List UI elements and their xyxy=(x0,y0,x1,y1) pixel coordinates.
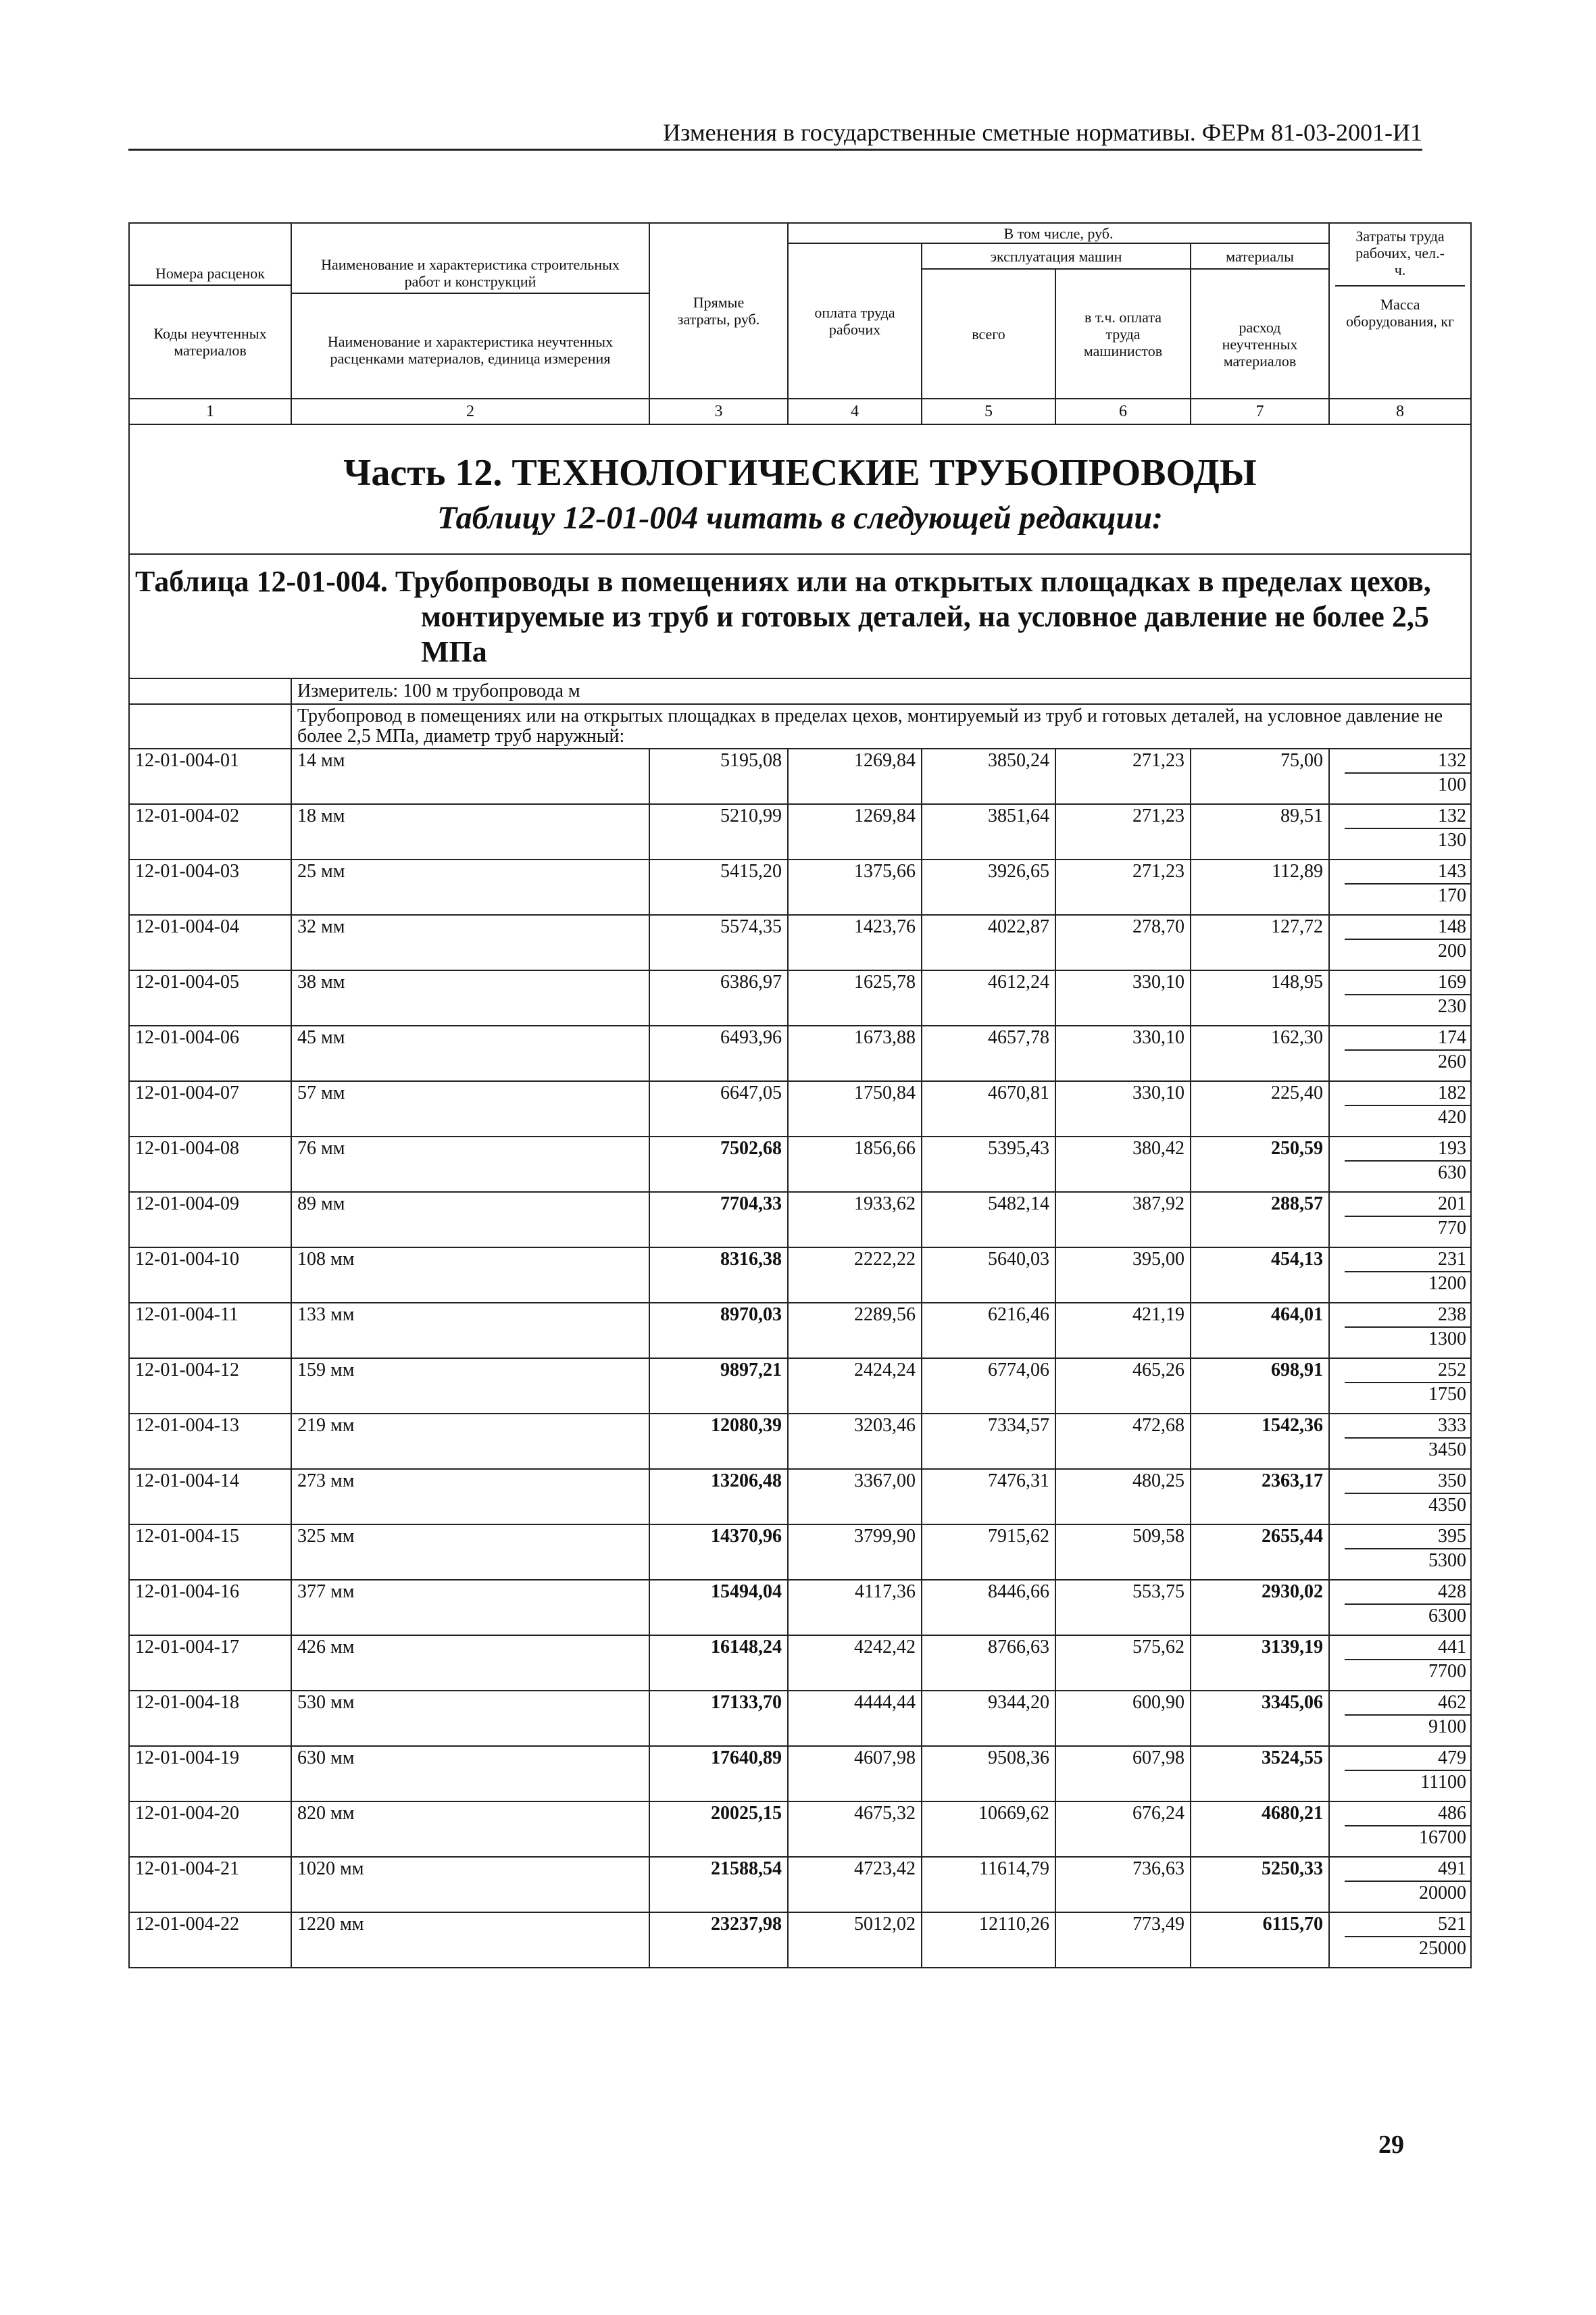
labor-and-mass xyxy=(1329,1026,1471,1081)
part-row xyxy=(129,424,1471,554)
equipment-mass: 170 xyxy=(1438,885,1467,906)
labor-and-mass xyxy=(1329,1746,1471,1801)
machinist-pay: 421,19 xyxy=(1055,1303,1191,1358)
pipe-diameter: 133 мм xyxy=(291,1303,649,1358)
labor-and-mass xyxy=(1329,1137,1471,1192)
machines-total: 7476,31 xyxy=(922,1469,1055,1524)
direct-costs: 8316,38 xyxy=(649,1247,788,1303)
machines-label: эксплуатация машин xyxy=(922,243,1191,269)
rate-code: 12-01-004-14 xyxy=(129,1469,291,1524)
machinist-pay: 330,10 xyxy=(1055,1026,1191,1081)
machinist-pay: 509,58 xyxy=(1055,1524,1191,1580)
table-row xyxy=(129,1524,1471,1580)
labor-hours: 350 xyxy=(1345,1470,1470,1494)
machinist-pay: 278,70 xyxy=(1055,915,1191,970)
machines-total: 3850,24 xyxy=(922,749,1055,804)
direct-costs: 16148,24 xyxy=(649,1635,788,1691)
machines-total: 9508,36 xyxy=(922,1746,1055,1801)
machinist-pay: 736,63 xyxy=(1055,1857,1191,1912)
part-subtitle: Таблицу 12-01-004 читать в следующей редакции: xyxy=(437,500,1164,536)
labor-and-mass xyxy=(1329,804,1471,860)
colnum-4: 4 xyxy=(788,399,922,424)
labor-hours: 238 xyxy=(1345,1303,1470,1328)
equipment-mass: 200 xyxy=(1438,941,1467,962)
rate-code: 12-01-004-11 xyxy=(129,1303,291,1358)
equipment-mass: 7700 xyxy=(1428,1661,1467,1682)
part-title: Часть 12. ТЕХНОЛОГИЧЕСКИЕ ТРУБОПРОВОДЫ xyxy=(343,452,1257,494)
colnum-6: 6 xyxy=(1055,399,1191,424)
col1-top-label: Номера расценок xyxy=(130,264,291,286)
labor-hours: 252 xyxy=(1345,1359,1470,1383)
materials-cost: 464,01 xyxy=(1191,1303,1329,1358)
materials-cost: 2930,02 xyxy=(1191,1580,1329,1635)
colnum-8: 8 xyxy=(1329,399,1471,424)
machines-total: 6216,46 xyxy=(922,1303,1055,1358)
column-numbers-row xyxy=(129,399,1471,424)
table-row xyxy=(129,1358,1471,1414)
labor-pay: 1269,84 xyxy=(788,749,922,804)
labor-and-mass xyxy=(1329,1635,1471,1691)
machinist-pay: 607,98 xyxy=(1055,1746,1191,1801)
pipe-diameter: 18 мм xyxy=(291,804,649,860)
labor-hours: 231 xyxy=(1345,1248,1470,1272)
materials-cost: 75,00 xyxy=(1191,749,1329,804)
machinist-pay: 271,23 xyxy=(1055,804,1191,860)
direct-costs: 17640,89 xyxy=(649,1746,788,1801)
rate-code: 12-01-004-12 xyxy=(129,1358,291,1414)
equipment-mass: 6300 xyxy=(1428,1605,1467,1626)
rate-code: 12-01-004-07 xyxy=(129,1081,291,1137)
machinist-pay: 271,23 xyxy=(1055,749,1191,804)
table-row xyxy=(129,1081,1471,1137)
labor-hours: 428 xyxy=(1345,1580,1470,1605)
colnum-5: 5 xyxy=(922,399,1055,424)
labor-and-mass xyxy=(1329,860,1471,915)
labor-hours: 174 xyxy=(1345,1026,1470,1051)
rate-code: 12-01-004-02 xyxy=(129,804,291,860)
equipment-mass: 1750 xyxy=(1428,1384,1467,1405)
equipment-mass: 3450 xyxy=(1428,1439,1467,1460)
machines-total: 4670,81 xyxy=(922,1081,1055,1137)
machinist-pay: 472,68 xyxy=(1055,1414,1191,1469)
rate-code: 12-01-004-13 xyxy=(129,1414,291,1469)
materials-cost: 2655,44 xyxy=(1191,1524,1329,1580)
pipe-diameter: 32 мм xyxy=(291,915,649,970)
materials-label: материалы xyxy=(1191,243,1329,269)
pipe-diameter: 76 мм xyxy=(291,1137,649,1192)
colnum-2: 2 xyxy=(291,399,649,424)
machinist-pay: 553,75 xyxy=(1055,1580,1191,1635)
pipe-diameter: 630 мм xyxy=(291,1746,649,1801)
table-row xyxy=(129,1912,1471,1968)
equipment-mass: 1200 xyxy=(1428,1273,1467,1294)
machinist-pay: 387,92 xyxy=(1055,1192,1191,1247)
table-row xyxy=(129,804,1471,860)
materials-cost: 6115,70 xyxy=(1191,1912,1329,1968)
equipment-mass: 130 xyxy=(1438,830,1467,851)
labor-pay: 4607,98 xyxy=(788,1746,922,1801)
labor-pay: 4723,42 xyxy=(788,1857,922,1912)
direct-costs: 6386,97 xyxy=(649,970,788,1026)
incl-label: В том числе, руб. xyxy=(788,223,1329,243)
rate-code: 12-01-004-21 xyxy=(129,1857,291,1912)
col2-top-label: Наименование и характеристика строительных работ и конструкций xyxy=(292,255,649,294)
rate-code: 12-01-004-08 xyxy=(129,1137,291,1192)
materials-cost: 3345,06 xyxy=(1191,1691,1329,1746)
rate-code: 12-01-004-15 xyxy=(129,1524,291,1580)
machines-total: 12110,26 xyxy=(922,1912,1055,1968)
equipment-mass: 4350 xyxy=(1428,1495,1467,1516)
direct-costs: 6493,96 xyxy=(649,1026,788,1081)
machines-total: 8446,66 xyxy=(922,1580,1055,1635)
direct-costs: 17133,70 xyxy=(649,1691,788,1746)
labor-pay: 4117,36 xyxy=(788,1580,922,1635)
labor-and-mass xyxy=(1329,1414,1471,1469)
machines-total: 9344,20 xyxy=(922,1691,1055,1746)
labor-hours: 486 xyxy=(1345,1802,1470,1826)
labor-hours: 182 xyxy=(1345,1082,1470,1106)
description-text: Трубопровод в помещениях или на открытых площадках в пределах цехов, монтируемый из труб и готовых деталей, на условное давление не более 2,5 МПа, диаметр труб наружный: xyxy=(291,704,1471,749)
rate-code: 12-01-004-19 xyxy=(129,1746,291,1801)
labor-hours: 148 xyxy=(1345,916,1470,940)
pipe-diameter: 820 мм xyxy=(291,1801,649,1857)
col1-bottom-label: Коды неучтенных материалов xyxy=(153,324,267,359)
labor-and-mass xyxy=(1329,1358,1471,1414)
equipment-mass: 770 xyxy=(1438,1218,1467,1239)
labor-and-mass xyxy=(1329,915,1471,970)
labor-and-mass xyxy=(1329,1303,1471,1358)
pipe-diameter: 325 мм xyxy=(291,1524,649,1580)
equipment-mass: 9100 xyxy=(1428,1716,1467,1737)
labor-and-mass xyxy=(1329,1247,1471,1303)
pipe-diameter: 1020 мм xyxy=(291,1857,649,1912)
table-row xyxy=(129,1192,1471,1247)
materials-cost: 162,30 xyxy=(1191,1026,1329,1081)
machines-total: 3926,65 xyxy=(922,860,1055,915)
labor-pay: 1750,84 xyxy=(788,1081,922,1137)
labor-pay: 3203,46 xyxy=(788,1414,922,1469)
col8-bottom-label: Масса оборудования, кг xyxy=(1346,296,1454,330)
labor-and-mass xyxy=(1329,1081,1471,1137)
equipment-mass: 630 xyxy=(1438,1162,1467,1183)
direct-costs: 13206,48 xyxy=(649,1469,788,1524)
direct-costs: 7704,33 xyxy=(649,1192,788,1247)
materials-cost: 112,89 xyxy=(1191,860,1329,915)
table-row xyxy=(129,1580,1471,1635)
labor-and-mass xyxy=(1329,1469,1471,1524)
labor-hours: 441 xyxy=(1345,1636,1470,1660)
direct-costs: 23237,98 xyxy=(649,1912,788,1968)
rate-code: 12-01-004-03 xyxy=(129,860,291,915)
col7-label: расход неучтенных материалов xyxy=(1191,269,1329,399)
table-row xyxy=(129,1691,1471,1746)
labor-hours: 132 xyxy=(1345,805,1470,829)
pipe-diameter: 45 мм xyxy=(291,1026,649,1081)
materials-cost: 127,72 xyxy=(1191,915,1329,970)
labor-hours: 201 xyxy=(1345,1193,1470,1217)
norms-table xyxy=(128,222,1472,1968)
machines-total: 4657,78 xyxy=(922,1026,1055,1081)
direct-costs: 5195,08 xyxy=(649,749,788,804)
labor-pay: 3799,90 xyxy=(788,1524,922,1580)
materials-cost: 454,13 xyxy=(1191,1247,1329,1303)
direct-costs: 5210,99 xyxy=(649,804,788,860)
col4-label: оплата труда рабочих xyxy=(788,243,922,399)
pipe-diameter: 14 мм xyxy=(291,749,649,804)
labor-hours: 521 xyxy=(1345,1913,1470,1937)
header-row-1 xyxy=(129,223,1471,243)
labor-and-mass xyxy=(1329,1912,1471,1968)
direct-costs: 12080,39 xyxy=(649,1414,788,1469)
machines-total: 5395,43 xyxy=(922,1137,1055,1192)
measure-text: Измеритель: 100 м трубопровода м xyxy=(291,678,1471,704)
labor-hours: 395 xyxy=(1345,1525,1470,1549)
labor-and-mass xyxy=(1329,1801,1471,1857)
machinist-pay: 773,49 xyxy=(1055,1912,1191,1968)
labor-hours: 143 xyxy=(1345,860,1470,885)
rate-code: 12-01-004-01 xyxy=(129,749,291,804)
labor-and-mass xyxy=(1329,970,1471,1026)
table-row xyxy=(129,1414,1471,1469)
labor-hours: 333 xyxy=(1345,1414,1470,1439)
labor-hours: 479 xyxy=(1345,1747,1470,1771)
direct-costs: 8970,03 xyxy=(649,1303,788,1358)
machines-total: 4612,24 xyxy=(922,970,1055,1026)
labor-pay: 4242,42 xyxy=(788,1635,922,1691)
materials-cost: 148,95 xyxy=(1191,970,1329,1026)
table-title: Таблица 12-01-004. Трубопроводы в помещениях или на открытых площадках в пределах цехов, монтируемые из труб и готовых деталей, на условное давление не более 2,5 МПа xyxy=(129,554,1471,678)
machinist-pay: 575,62 xyxy=(1055,1635,1191,1691)
machines-total: 7334,57 xyxy=(922,1414,1055,1469)
measure-row xyxy=(129,678,1471,704)
direct-costs: 5415,20 xyxy=(649,860,788,915)
labor-hours: 462 xyxy=(1345,1691,1470,1716)
labor-and-mass xyxy=(1329,1857,1471,1912)
rate-code: 12-01-004-05 xyxy=(129,970,291,1026)
labor-pay: 1933,62 xyxy=(788,1192,922,1247)
pipe-diameter: 108 мм xyxy=(291,1247,649,1303)
materials-cost: 250,59 xyxy=(1191,1137,1329,1192)
labor-pay: 3367,00 xyxy=(788,1469,922,1524)
direct-costs: 15494,04 xyxy=(649,1580,788,1635)
machines-total: 3851,64 xyxy=(922,804,1055,860)
labor-pay: 1423,76 xyxy=(788,915,922,970)
pipe-diameter: 25 мм xyxy=(291,860,649,915)
table-row xyxy=(129,1801,1471,1857)
labor-hours: 169 xyxy=(1345,971,1470,995)
direct-costs: 14370,96 xyxy=(649,1524,788,1580)
pipe-diameter: 273 мм xyxy=(291,1469,649,1524)
equipment-mass: 20000 xyxy=(1419,1883,1467,1903)
machinist-pay: 330,10 xyxy=(1055,1081,1191,1137)
labor-pay: 1856,66 xyxy=(788,1137,922,1192)
machines-total: 5640,03 xyxy=(922,1247,1055,1303)
labor-pay: 4444,44 xyxy=(788,1691,922,1746)
pipe-diameter: 530 мм xyxy=(291,1691,649,1746)
direct-costs: 9897,21 xyxy=(649,1358,788,1414)
materials-cost: 225,40 xyxy=(1191,1081,1329,1137)
rate-code: 12-01-004-10 xyxy=(129,1247,291,1303)
materials-cost: 2363,17 xyxy=(1191,1469,1329,1524)
rate-code: 12-01-004-04 xyxy=(129,915,291,970)
materials-cost: 288,57 xyxy=(1191,1192,1329,1247)
colnum-7: 7 xyxy=(1191,399,1329,424)
pipe-diameter: 89 мм xyxy=(291,1192,649,1247)
equipment-mass: 25000 xyxy=(1419,1938,1467,1959)
rate-code: 12-01-004-09 xyxy=(129,1192,291,1247)
labor-pay: 1269,84 xyxy=(788,804,922,860)
table-title-row xyxy=(129,554,1471,678)
materials-cost: 3524,55 xyxy=(1191,1746,1329,1801)
col2-bottom-label: Наименование и характеристика неучтенных расценками материалов, единица измерения xyxy=(327,333,614,367)
table-row xyxy=(129,1469,1471,1524)
description-row xyxy=(129,704,1471,749)
labor-hours: 193 xyxy=(1345,1137,1470,1162)
col6-label: в т.ч. оплата труда машинистов xyxy=(1055,269,1191,399)
rate-code: 12-01-004-16 xyxy=(129,1580,291,1635)
materials-cost: 698,91 xyxy=(1191,1358,1329,1414)
equipment-mass: 230 xyxy=(1438,996,1467,1017)
pipe-diameter: 38 мм xyxy=(291,970,649,1026)
pipe-diameter: 159 мм xyxy=(291,1358,649,1414)
page-number: 29 xyxy=(1378,2131,1404,2159)
pipe-diameter: 57 мм xyxy=(291,1081,649,1137)
equipment-mass: 11100 xyxy=(1420,1772,1467,1793)
machines-total: 6774,06 xyxy=(922,1358,1055,1414)
table-row xyxy=(129,915,1471,970)
table-row xyxy=(129,749,1471,804)
machines-total: 4022,87 xyxy=(922,915,1055,970)
table-row xyxy=(129,1303,1471,1358)
table-row xyxy=(129,1857,1471,1912)
col8-top-label: Затраты труда рабочих, чел.-ч. xyxy=(1335,228,1465,287)
running-header: Изменения в государственные сметные нормативы. ФЕРм 81-03-2001-И1 xyxy=(128,119,1422,151)
machinist-pay: 395,00 xyxy=(1055,1247,1191,1303)
table-row xyxy=(129,1247,1471,1303)
machinist-pay: 380,42 xyxy=(1055,1137,1191,1192)
pipe-diameter: 426 мм xyxy=(291,1635,649,1691)
direct-costs: 20025,15 xyxy=(649,1801,788,1857)
rate-code: 12-01-004-20 xyxy=(129,1801,291,1857)
labor-pay: 1673,88 xyxy=(788,1026,922,1081)
labor-pay: 1625,78 xyxy=(788,970,922,1026)
materials-cost: 89,51 xyxy=(1191,804,1329,860)
colnum-1: 1 xyxy=(129,399,291,424)
equipment-mass: 260 xyxy=(1438,1051,1467,1072)
labor-and-mass xyxy=(1329,1524,1471,1580)
pipe-diameter: 219 мм xyxy=(291,1414,649,1469)
materials-cost: 1542,36 xyxy=(1191,1414,1329,1469)
pipe-diameter: 1220 мм xyxy=(291,1912,649,1968)
equipment-mass: 420 xyxy=(1438,1107,1467,1128)
materials-cost: 5250,33 xyxy=(1191,1857,1329,1912)
machines-total: 10669,62 xyxy=(922,1801,1055,1857)
machines-total: 5482,14 xyxy=(922,1192,1055,1247)
labor-hours: 132 xyxy=(1345,749,1470,774)
labor-pay: 2222,22 xyxy=(788,1247,922,1303)
labor-pay: 1375,66 xyxy=(788,860,922,915)
table-row xyxy=(129,1137,1471,1192)
direct-costs: 6647,05 xyxy=(649,1081,788,1137)
equipment-mass: 5300 xyxy=(1428,1550,1467,1571)
equipment-mass: 100 xyxy=(1438,774,1467,795)
labor-and-mass xyxy=(1329,1192,1471,1247)
rate-code: 12-01-004-17 xyxy=(129,1635,291,1691)
labor-pay: 5012,02 xyxy=(788,1912,922,1968)
machinist-pay: 480,25 xyxy=(1055,1469,1191,1524)
materials-cost: 3139,19 xyxy=(1191,1635,1329,1691)
labor-pay: 2289,56 xyxy=(788,1303,922,1358)
col5-label: всего xyxy=(922,269,1055,399)
machines-total: 11614,79 xyxy=(922,1857,1055,1912)
machinist-pay: 271,23 xyxy=(1055,860,1191,915)
col3-label: Прямые затраты, руб. xyxy=(649,223,788,399)
table-row xyxy=(129,970,1471,1026)
machinist-pay: 676,24 xyxy=(1055,1801,1191,1857)
labor-hours: 491 xyxy=(1345,1858,1470,1882)
labor-and-mass xyxy=(1329,749,1471,804)
direct-costs: 5574,35 xyxy=(649,915,788,970)
direct-costs: 7502,68 xyxy=(649,1137,788,1192)
table-row xyxy=(129,860,1471,915)
rate-code: 12-01-004-18 xyxy=(129,1691,291,1746)
equipment-mass: 1300 xyxy=(1428,1328,1467,1349)
machinist-pay: 465,26 xyxy=(1055,1358,1191,1414)
labor-pay: 4675,32 xyxy=(788,1801,922,1857)
labor-pay: 2424,24 xyxy=(788,1358,922,1414)
rate-code: 12-01-004-22 xyxy=(129,1912,291,1968)
materials-cost: 4680,21 xyxy=(1191,1801,1329,1857)
colnum-3: 3 xyxy=(649,399,788,424)
machinist-pay: 330,10 xyxy=(1055,970,1191,1026)
rate-code: 12-01-004-06 xyxy=(129,1026,291,1081)
pipe-diameter: 377 мм xyxy=(291,1580,649,1635)
table-row xyxy=(129,1026,1471,1081)
labor-and-mass xyxy=(1329,1580,1471,1635)
machines-total: 7915,62 xyxy=(922,1524,1055,1580)
direct-costs: 21588,54 xyxy=(649,1857,788,1912)
equipment-mass: 16700 xyxy=(1419,1827,1467,1848)
table-row xyxy=(129,1635,1471,1691)
table-row xyxy=(129,1746,1471,1801)
machinist-pay: 600,90 xyxy=(1055,1691,1191,1746)
labor-and-mass xyxy=(1329,1691,1471,1746)
machines-total: 8766,63 xyxy=(922,1635,1055,1691)
